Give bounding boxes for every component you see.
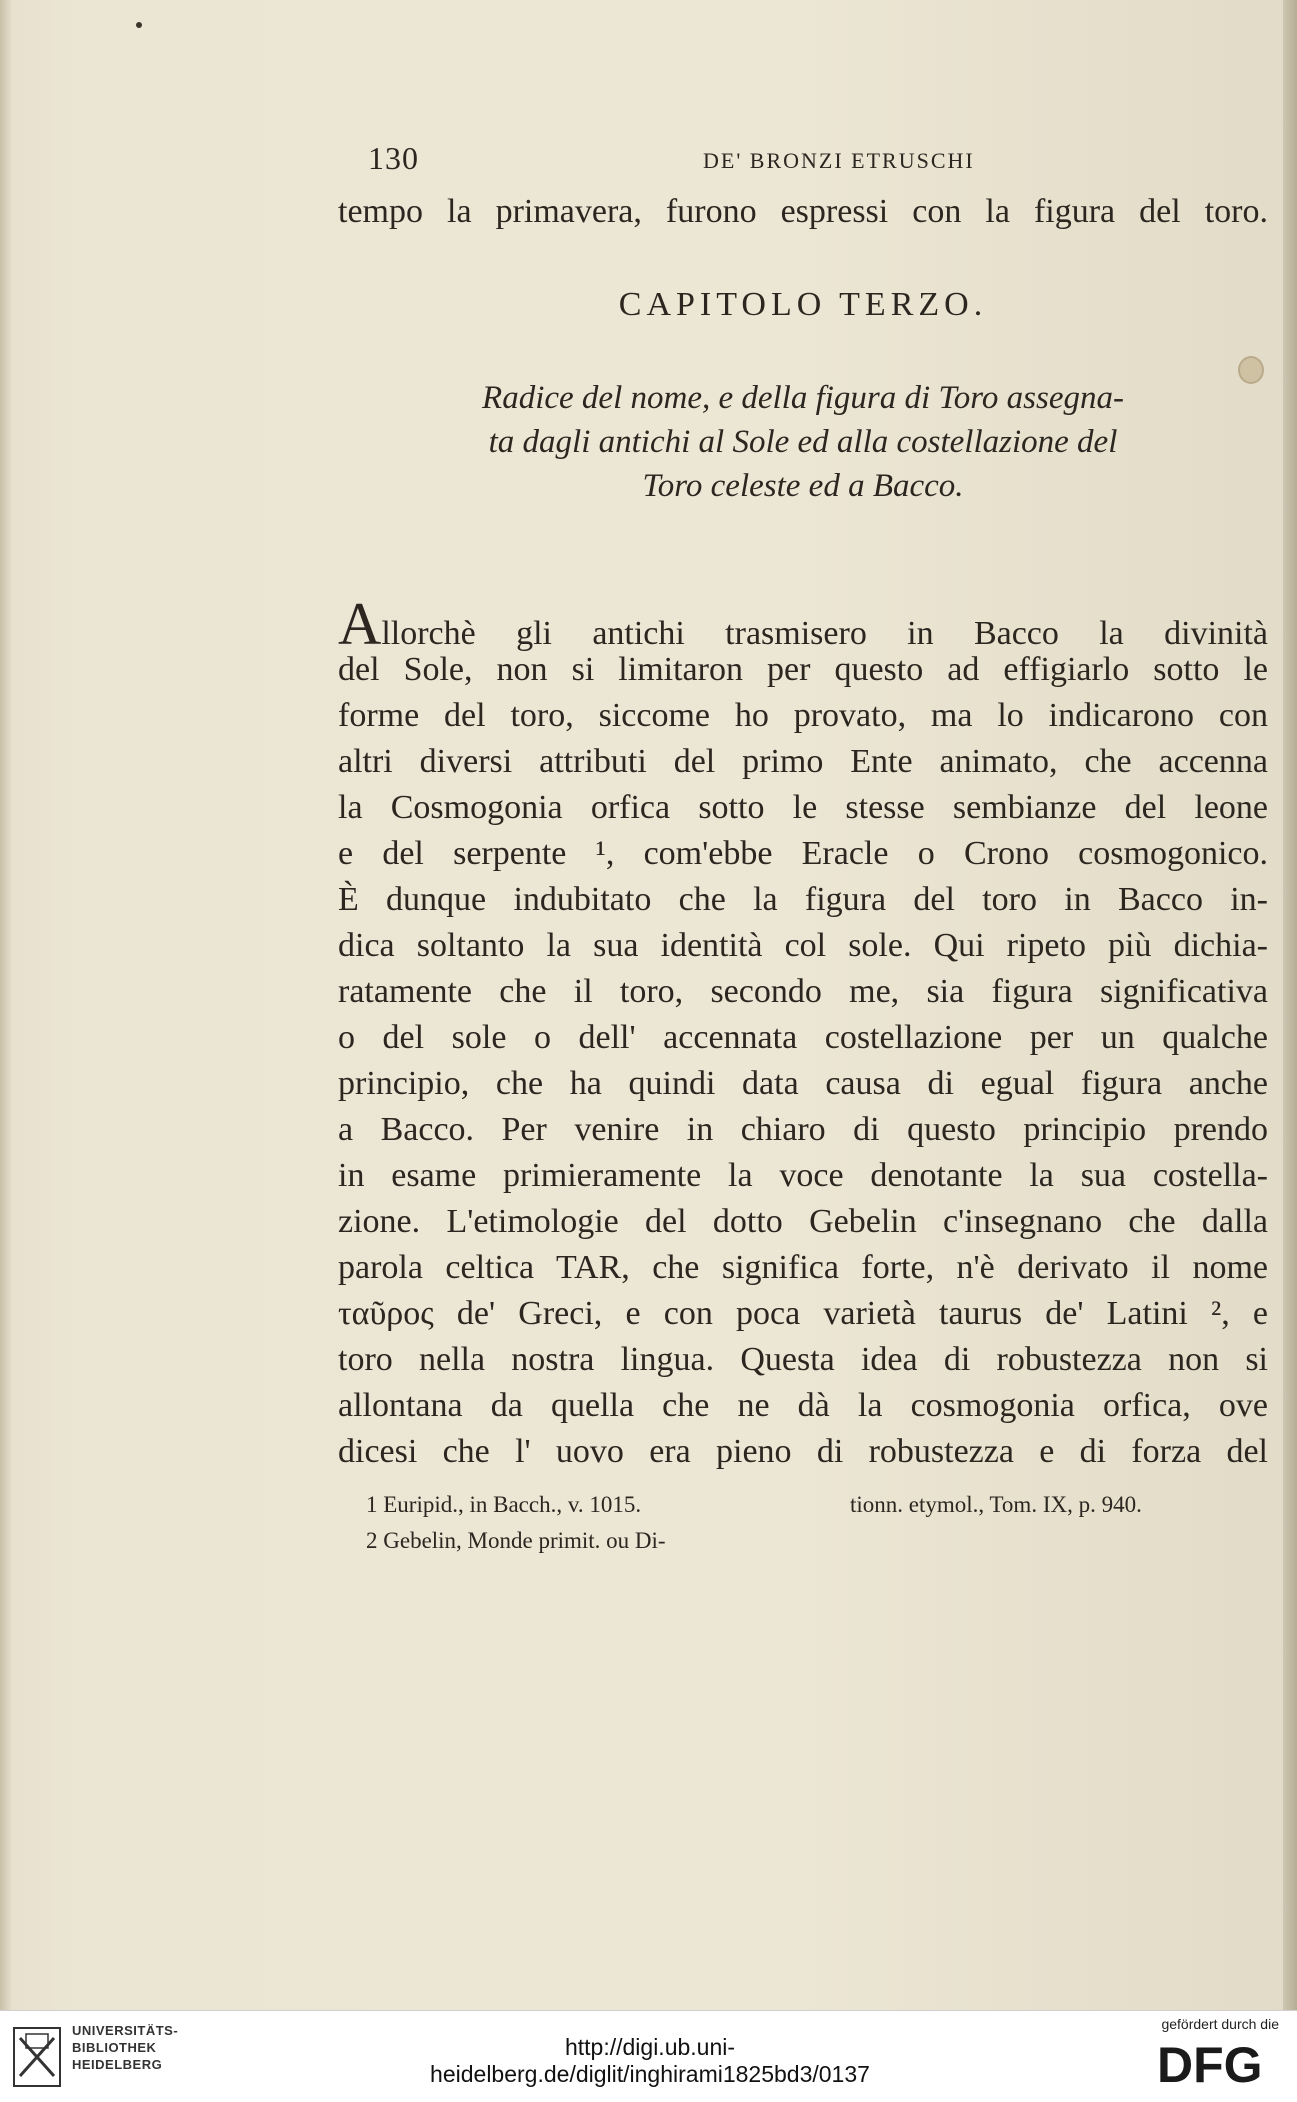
chapter-subtitle-line-3: Toro celeste ed a Bacco. <box>642 468 964 504</box>
text-line: altri diversi attributi del primo Ente animato, che accenna <box>338 743 1268 780</box>
page-edge <box>1283 0 1297 2010</box>
text-line: dicesi che l' uovo era pieno di robustezza e di forza del <box>338 1433 1268 1470</box>
university-name-line: UNIVERSITÄTS- <box>72 2023 179 2038</box>
chapter-subtitle-line-1: Radice del nome, e della figura di Toro assegna- <box>482 380 1124 416</box>
text-line: tempo la primavera, furono espressi con la figura del toro. <box>338 193 1268 230</box>
university-name-line: BIBLIOTHEK <box>72 2040 157 2055</box>
ink-speck <box>136 22 142 28</box>
text-line: parola celtica TAR, che significa forte, n'è derivato il nome <box>338 1249 1268 1286</box>
text-line: o del sole o dell' accennata costellazione per un qualche <box>338 1019 1268 1056</box>
text-line: a Bacco. Per venire in chiaro di questo principio prendo <box>338 1111 1268 1148</box>
text-line: ratamente che il toro, secondo me, sia figura significativa <box>338 973 1268 1010</box>
text-line: in esame primieramente la voce denotante la sua costella- <box>338 1157 1268 1194</box>
document-url[interactable]: http://digi.ub.uni-heidelberg.de/diglit/inghirami1825bd3/0137 <box>430 2034 870 2087</box>
text-line: e del serpente ¹, com'ebbe Eracle o Crono cosmogonico. <box>338 835 1268 872</box>
footnote-1: 1 Euripid., in Bacch., v. 1015. <box>366 1492 642 1517</box>
dfg-logo-text: DFG <box>1157 2037 1263 2090</box>
text-line-first <box>338 591 1268 657</box>
footnote-2: 2 Gebelin, Monde primit. ou Di- <box>366 1528 666 1553</box>
dfg-logo-icon <box>1153 2036 1279 2090</box>
page-number: 130 <box>368 140 419 176</box>
text-line: ταῦρος de' Greci, e con poca varietà taurus de' Latini ², e <box>338 1295 1268 1332</box>
text-line: dica soltanto la sua identità col sole. Qui ripeto più dichia- <box>338 927 1268 964</box>
text-line: del Sole, non si limitaron per questo ad effigiarlo sotto le <box>338 651 1268 688</box>
text-line: È dunque indubitato che la figura del toro in Bacco in- <box>338 881 1268 918</box>
chapter-subtitle-line-2: ta dagli antichi al Sole ed alla costellazione del <box>488 424 1118 460</box>
text-line: allontana da quella che ne dà la cosmogonia orfica, ove <box>338 1387 1268 1424</box>
footnote-continuation: tionn. etymol., Tom. IX, p. 940. <box>850 1492 1142 1517</box>
text-line: toro nella nostra lingua. Questa idea di robustezza non si <box>338 1341 1268 1378</box>
page-header <box>368 140 988 180</box>
university-name <box>72 2022 178 2073</box>
university-name-line: HEIDELBERG <box>72 2057 163 2072</box>
text-line: la Cosmogonia orfica sotto le stesse sembianze del leone <box>338 789 1268 826</box>
sponsor-label: gefördert durch die <box>1161 2016 1279 2032</box>
drop-cap: A <box>338 591 382 657</box>
chapter-title: CAPITOLO TERZO. <box>618 286 988 323</box>
first-line-rest: llorchè gli antichi trasmisero in Bacco la divinità <box>381 615 1268 652</box>
text-line: zione. L'etimologie del dotto Gebelin c'insegnano che dalla <box>338 1203 1268 1240</box>
university-seal-icon <box>12 2026 62 2088</box>
paper-stain <box>1238 356 1264 384</box>
text-line: forme del toro, siccome ho provato, ma lo indicarono con <box>338 697 1268 734</box>
text-line: principio, che ha quindi data causa di egual figura anche <box>338 1065 1268 1102</box>
running-head: DE' BRONZI ETRUSCHI <box>703 148 975 173</box>
